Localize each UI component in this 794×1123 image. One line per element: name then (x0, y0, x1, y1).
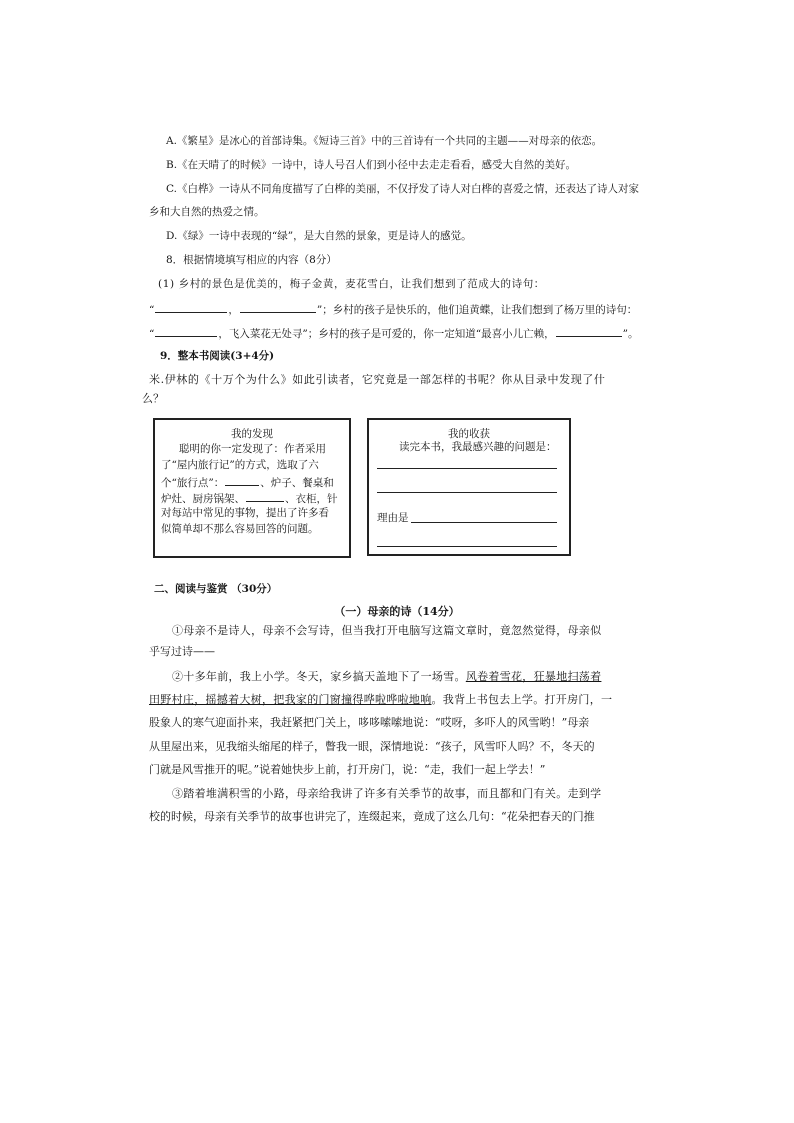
discovery-line2: 了“屋内旅行记”的方式，选取了六 (161, 459, 319, 471)
option-a: A.《繁星》是冰心的首部诗集。《短诗三首》中的三首诗有一个共同的主题——对母亲的依恋。 (166, 135, 603, 147)
open-quote: “ (149, 304, 155, 316)
close-quote: ”。 (622, 328, 639, 340)
question-9-intro-line1: 米.伊林的《十万个为什么》如此引读者，它究竟是一部怎样的书呢？你从目录中发现了什 (149, 373, 606, 386)
paragraph-3-line1: ③踏着堆满积雪的小路，母亲给我讲了许多有关季节的故事，而且都和门有关。走到学 (172, 787, 602, 800)
harvest-answer-line-2[interactable] (377, 492, 557, 493)
answer-blank-3[interactable] (155, 325, 217, 337)
paragraph-2-line3: 股象人的寒气迎面扑来，我赶紧把门关上，哆哆嗦嗦地说：“哎呀，多吓人的风雪哟！”母亲 (149, 716, 590, 729)
discovery-line5: 对每站中常见的事物，提出了许多看 (161, 507, 329, 519)
paragraph-3-line2: 校的时候，母亲有关季节的故事也讲完了，连缀起来，竟成了这么几句：“花朵把春天的门推 (149, 810, 595, 823)
answer-blank-2[interactable] (240, 301, 316, 313)
harvest-box (367, 418, 571, 556)
discovery-box-title: 我的发现 (231, 428, 273, 440)
question-8-line3 (149, 325, 639, 341)
harvest-prompt: 读完本书，我最感兴趣的问题是： (399, 441, 557, 453)
discovery-line1: 聪明的你一定发现了：作者采用 (179, 443, 326, 455)
underlined-sentence-part1: 风卷着雪花，狂暴地扫荡着 (465, 670, 602, 683)
paragraph-2-line1-text: ②十多年前，我上小学。冬天，家乡搞天盖地下了一场雪。 (172, 670, 466, 683)
answer-blank-1[interactable] (155, 301, 227, 313)
discovery-box (153, 418, 351, 558)
paragraph-2-line2-text: 。我背上书包去上学。打开房门，一 (431, 693, 613, 706)
question-8-line2 (149, 301, 637, 317)
question-8-line2-rest: ”；乡村的孩子是快乐的，他们追黄蝶，让我们想到了杨万里的诗句： (316, 304, 638, 316)
question-8-title: 8．根据情境填写相应的内容（8分） (166, 254, 337, 266)
option-c-line1: C.《白桦》一诗从不同角度描写了白桦的美丽，不仅抒发了诗人对白桦的喜爱之情，还表达了诗人对家 (166, 183, 639, 195)
discovery-blank-2[interactable] (246, 490, 284, 502)
open-quote: “ (149, 328, 155, 340)
paragraph-1-line1: ①母亲不是诗人，母亲不会写诗，但当我打开电脑写这篇文章时，竟忽然觉得，母亲似 (172, 624, 602, 637)
discovery-line4 (161, 490, 338, 506)
underlined-sentence-part2: 田野村庄，摇撼着大树，把我家的门窗撞得哗啦哗啦地响 (149, 693, 432, 706)
paragraph-2-line2 (149, 693, 612, 707)
question-9-intro-line2: 么？ (142, 392, 164, 405)
discovery-line3-b: 、炉子、餐桌和 (260, 477, 334, 489)
option-b: B.《在天晴了的时候》一诗中，诗人号召人们到小径中去走走看看，感受大自然的美好。 (166, 159, 577, 171)
harvest-box-title: 我的收获 (448, 428, 490, 440)
question-9-title: 9．整本书阅读(3+4分) (160, 350, 275, 362)
discovery-line4-b: 、衣柜，针 (285, 493, 338, 505)
paragraph-2-line4: 从里屋出来，见我缩头缩尾的样子，瞥我一眼，深情地说：“孩子，风雪吓人吗？不，冬天的 (149, 740, 595, 753)
discovery-line3 (161, 474, 334, 490)
paragraph-2-line1 (172, 670, 601, 684)
comma: ， (228, 304, 239, 316)
discovery-line3-a: 个“旅行点”： (161, 477, 225, 489)
passage-title: （一）母亲的诗（14分） (334, 605, 460, 618)
reason-answer-line-2[interactable] (377, 546, 557, 547)
question-8-part1: (1) 乡村的景色是优美的，梅子金黄，麦花雪白，让我们想到了范成大的诗句： (158, 278, 545, 290)
discovery-blank-1[interactable] (225, 474, 259, 486)
question-8-line3-mid: ，飞入菜花无处寻”；乡村的孩子是可爱的，你一定知道“最喜小儿亡赖， (218, 328, 555, 340)
paragraph-2-line5: 门就是风雪推开的呢。”说着她快步上前，打开房门，说：“走，我们一起上学去！” (149, 763, 546, 776)
discovery-line6: 似简单却不那么容易回答的问题。 (161, 523, 319, 535)
answer-blank-4[interactable] (556, 325, 622, 337)
reason-answer-line-1[interactable] (411, 522, 557, 523)
discovery-line4-a: 炉灶、厨房锅架、 (161, 493, 245, 505)
paragraph-1-line2: 乎写过诗—— (149, 645, 215, 658)
reason-label: 理由是 (377, 512, 409, 524)
option-c-line2: 乡和大自然的热爱之情。 (149, 206, 265, 218)
option-d: D.《绿》一诗中表现的“绿”，是大自然的景象，更是诗人的感觉。 (166, 230, 472, 242)
harvest-answer-line-1[interactable] (377, 468, 557, 469)
section-2-title: 二、阅读与鉴赏 （30分） (154, 583, 278, 595)
